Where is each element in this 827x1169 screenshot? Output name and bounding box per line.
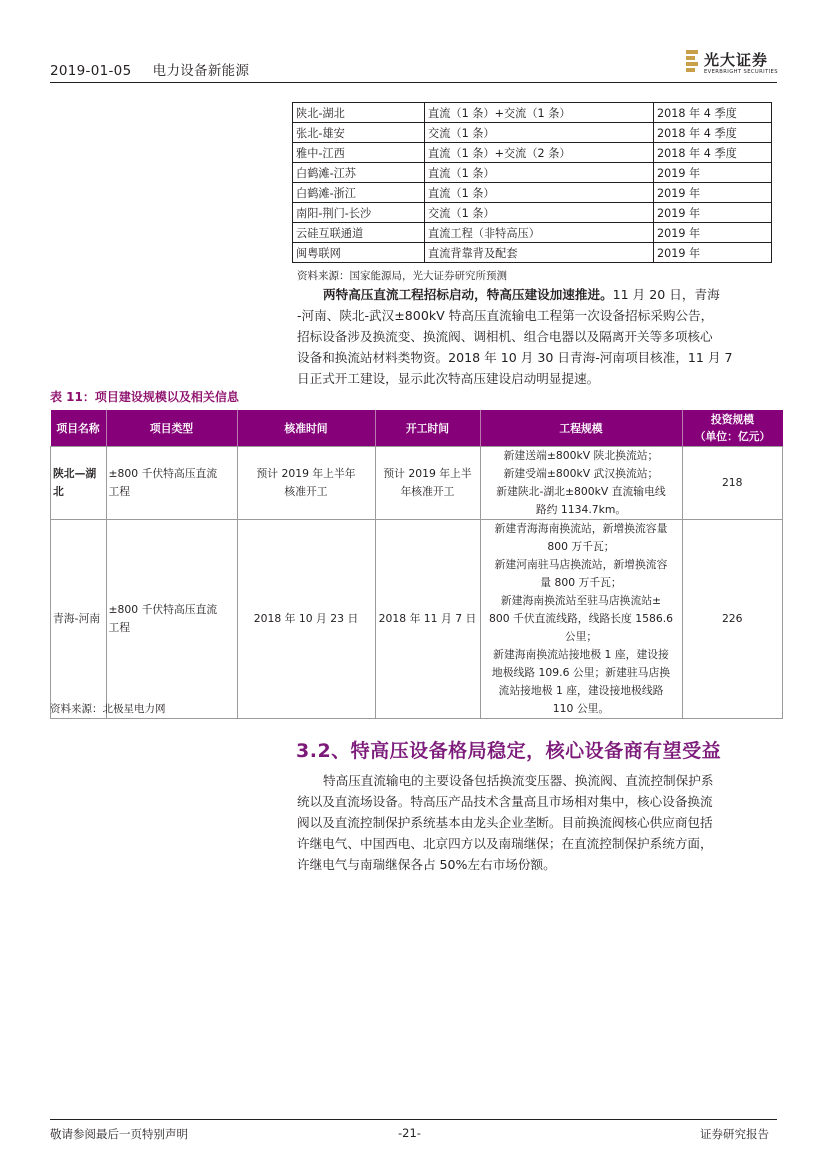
table-row: 白鹤滩-江苏 直流（1 条） 2019 年 — [293, 163, 772, 183]
paragraph-lead: 两特高压直流工程招标启动，特高压建设加速推进。 — [323, 287, 613, 302]
cell-project-type: ±800 千伏特高压直流 工程 — [106, 520, 237, 719]
section-heading: 3.2、特高压设备格局稳定，核心设备商有望受益 — [296, 740, 722, 762]
table-source-note: 资料来源：国家能源局，光大证券研究所预测 — [297, 270, 507, 282]
table-row: 张北-雄安 交流（1 条） 2018 年 4 季度 — [293, 123, 772, 143]
report-header — [50, 59, 249, 79]
table-row: 闽粤联网 直流背靠背及配套 2019 年 — [293, 243, 772, 263]
logo-name: 光大证券 — [704, 51, 769, 69]
cell-approve-time: 2018 年 10 月 23 日 — [237, 520, 375, 719]
cell-start-time: 预计 2019 年上半 年核准开工 — [375, 447, 480, 520]
cell-start-time: 2018 年 11 月 7 日 — [375, 520, 480, 719]
cell-project-name: 陕北—湖 北 — [51, 447, 107, 520]
page-number: -21- — [398, 1126, 421, 1140]
col-header: 项目名称 — [51, 410, 107, 447]
table-source-note: 资料来源：北极星电力网 — [50, 703, 166, 715]
footer-report-type: 证券研究报告 — [700, 1127, 769, 1141]
col-header: 投资规模 （单位：亿元） — [682, 410, 783, 447]
footer-divider — [50, 1119, 777, 1120]
report-date: 2019-01-05 — [50, 63, 132, 79]
header-divider — [50, 82, 777, 83]
report-sector: 电力设备新能源 — [152, 63, 250, 79]
logo-mark-icon — [686, 50, 700, 74]
table-header-row — [51, 410, 783, 447]
col-header: 项目类型 — [106, 410, 237, 447]
cell-scale: 新建送端±800kV 陕北换流站； 新建受端±800kV 武汉换流站； 新建陕北-湖北±800kV 直流输电线 路约 1134.7km。 — [480, 447, 682, 520]
col-header: 开工时间 — [375, 410, 480, 447]
grid-plan-table — [292, 102, 772, 263]
body-paragraph: 两特高压直流工程招标启动，特高压建设加速推进。11 月 20 日，青海 -河南、陕北-武汉±800kV 特高压直流输电工程第一次设备招标采购公告， 招标设备涉及换流变、换流阀、调相机、组合电器以及隔离开关等多项核心 设备和换流站材料类物资。2018 年 10 月 30 日青海-河南项目核准，11 月 7 日正式开工建设，显示此次特高压建设启动明显提速。 — [297, 287, 733, 386]
cell-project-type: ±800 千伏特高压直流 工程 — [106, 447, 237, 520]
col-header: 工程规模 — [480, 410, 682, 447]
cell-project-name: 青海-河南 — [51, 520, 107, 719]
project-info-table — [50, 410, 783, 719]
brand-logo — [686, 48, 778, 78]
table-row: 雅中-江西 直流（1 条）+交流（2 条） 2018 年 4 季度 — [293, 143, 772, 163]
table-row: 白鹤滩-浙江 直流（1 条） 2019 年 — [293, 183, 772, 203]
table-title: 表 11：项目建设规模以及相关信息 — [50, 390, 239, 404]
logo-english: EVERBRIGHT SECURITIES — [704, 69, 778, 75]
table-row — [51, 447, 783, 520]
col-header: 核准时间 — [237, 410, 375, 447]
cell-investment: 218 — [682, 447, 783, 520]
cell-scale: 新建青海海南换流站，新增换流容量 800 万千瓦； 新建河南驻马店换流站，新增换流容 量 800 万千瓦； 新建海南换流站至驻马店换流站± 800 千伏直流线路，线路长度 1586.6 公里； 新建海南换流站接地极 1 座，建设接 地极线路 109.6 公里；新建驻马店换 流站接地极 1 座，建设接地极线路 110 公里。 — [480, 520, 682, 719]
table-row — [51, 520, 783, 719]
body-paragraph: 特高压直流输电的主要设备包括换流变压器、换流阀、直流控制保护系 统以及直流场设备。特高压产品技术含量高且市场相对集中，核心设备换流 阀以及直流控制保护系统基本由龙头企业垄断。目前换流阀核心供应商包括 许继电气、中国西电、北京四方以及南瑞继保；在直流控制保护系统方面， 许继电气与南瑞继保各占 50%左右市场份额。 — [297, 773, 714, 872]
table-row: 陕北-湖北 直流（1 条）+交流（1 条） 2018 年 4 季度 — [293, 103, 772, 123]
footer-disclaimer: 敬请参阅最后一页特别声明 — [50, 1127, 188, 1141]
cell-investment: 226 — [682, 520, 783, 719]
table-row: 南阳-荆门-长沙 交流（1 条） 2019 年 — [293, 203, 772, 223]
cell-approve-time: 预计 2019 年上半年 核准开工 — [237, 447, 375, 520]
table-row: 云硅互联通道 直流工程（非特高压） 2019 年 — [293, 223, 772, 243]
